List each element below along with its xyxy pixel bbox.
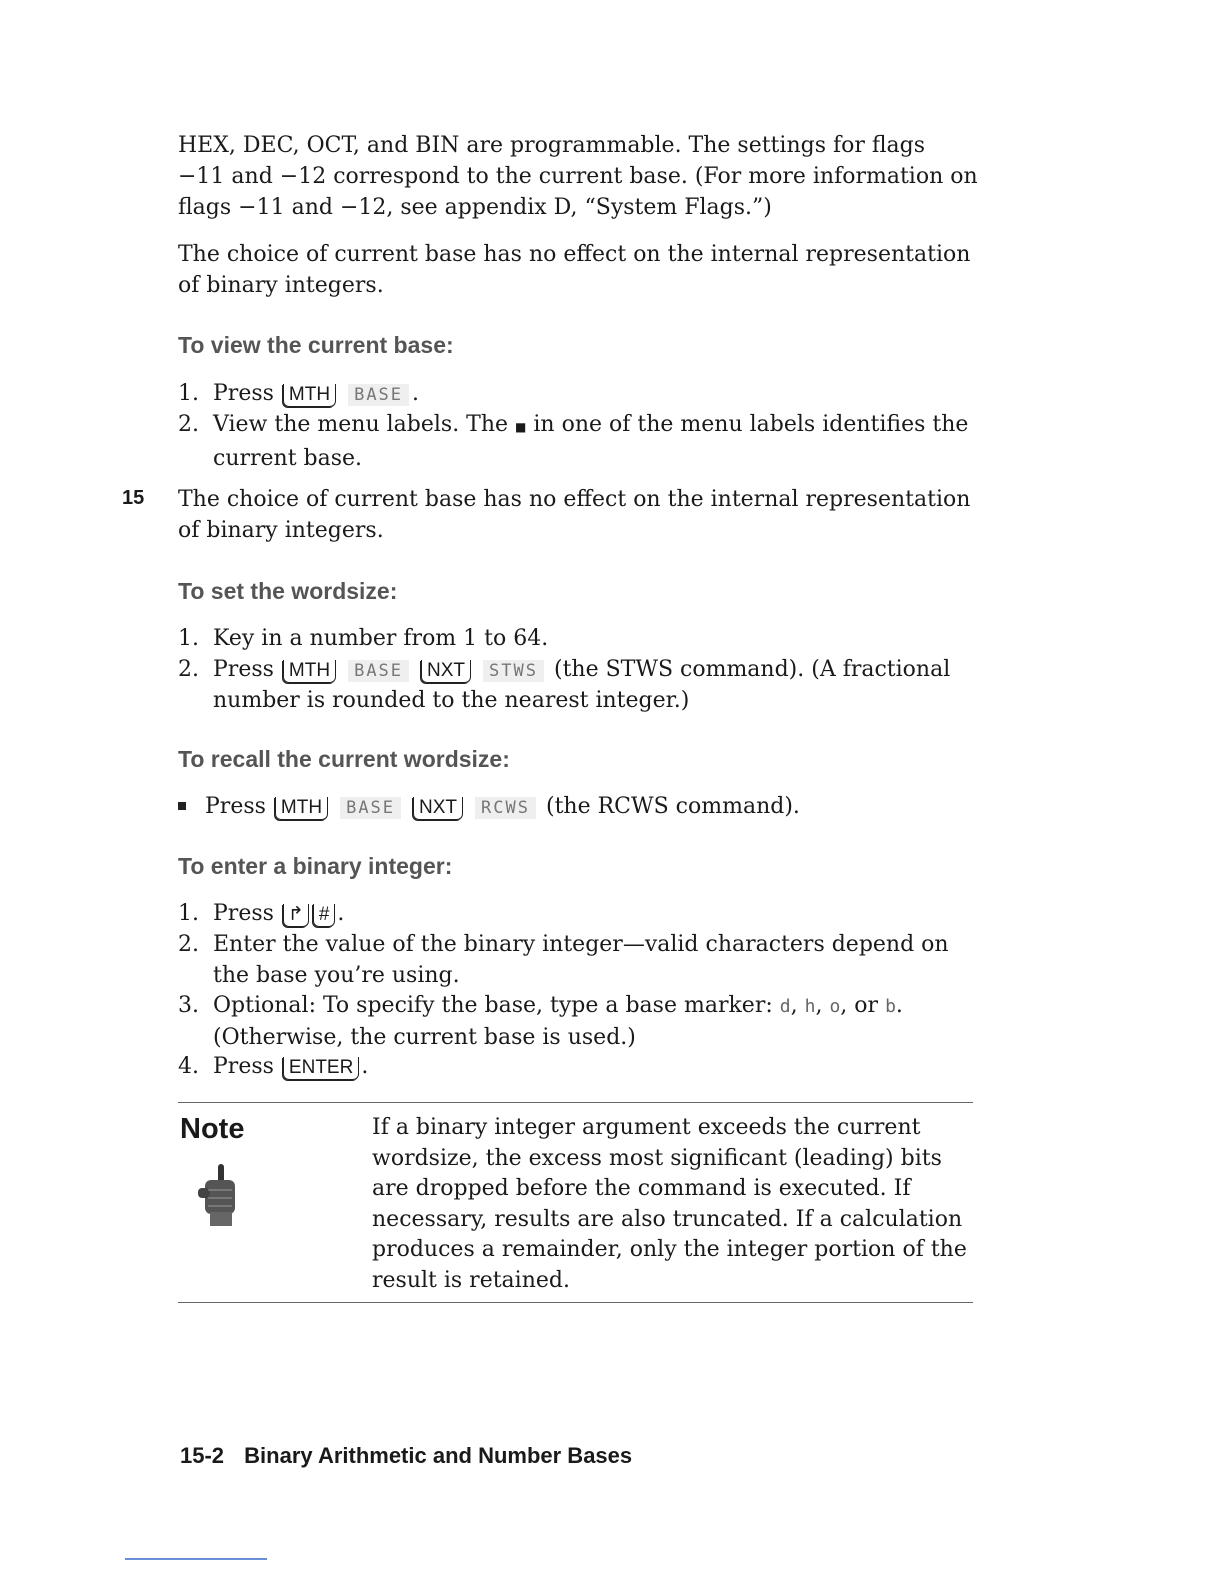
heading-enter-binary: To enter a binary integer: <box>178 853 453 879</box>
mth-key: MTH <box>283 660 336 683</box>
recall-wordsize-item: Press MTH BASE NXT RCWS (the RCWS command). <box>178 791 978 822</box>
chapter-title: Binary Arithmetic and Number Bases <box>244 1443 633 1468</box>
right-shift-key: ↱ <box>283 904 309 927</box>
base-effect-paragraph: The choice of current base has no effect on the internal representation of binary integers. <box>178 487 971 543</box>
note-text: If a binary integer argument exceeds the current wordsize, the excess most significant (leading) bits are dropped before the command is executed. If necessary, results are also truncated. If a calculation produces a remainder, only the integer portion of the result is retained. <box>372 1115 967 1293</box>
nxt-key: NXT <box>413 797 463 820</box>
enter-binary-step-1: 1. Press ↱ # . <box>178 901 345 926</box>
enter-binary-step-3: 3. Optional: To specify the base, type a base marker: d, h, o, or b. (Otherwise, the current base is used.) <box>178 993 903 1050</box>
view-base-step-1: 1. Press MTH BASE . <box>178 381 420 406</box>
nxt-key: NXT <box>421 660 471 683</box>
enter-binary-step-4: 4. Press ENTER . <box>178 1054 369 1079</box>
enter-binary-step-2: 2. Enter the value of the binary integer—valid characters depend on the base you’re using. <box>178 932 949 988</box>
base-menu-label: BASE <box>340 797 401 819</box>
mth-key: MTH <box>283 384 336 407</box>
heading-recall-wordsize: To recall the current wordsize: <box>178 746 510 772</box>
intro-paragraph: HEX, DEC, OCT, and BIN are programmable. The settings for flags −11 and −12 correspond to the current base. (For more information on flags −11 and −12, see appendix D, “System Flags.”) <box>178 133 978 220</box>
set-wordsize-step-1: 1. Key in a number from 1 to 64. <box>178 626 549 651</box>
note-bottom-rule <box>178 1302 973 1303</box>
base-menu-label: BASE <box>348 660 409 682</box>
base-menu-label: BASE <box>348 384 409 406</box>
note-title: Note <box>180 1113 245 1145</box>
stws-menu-label: STWS <box>483 660 544 682</box>
base-marker-d: d <box>779 996 791 1017</box>
base-effect-paragraph: The choice of current base has no effect on the internal representation of binary integers. <box>178 242 971 298</box>
square-marker-icon: ■ <box>515 420 527 434</box>
note-top-rule <box>178 1102 973 1103</box>
hash-key: # <box>313 904 336 927</box>
base-marker-h: h <box>804 996 816 1017</box>
mth-key: MTH <box>275 797 328 820</box>
base-marker-o: o <box>829 996 841 1017</box>
view-base-step-2: 2. View the menu labels. The ■ in one of the menu labels identifies the current base. <box>178 412 969 471</box>
heading-view-base: To view the current base: <box>178 332 454 358</box>
enter-key: ENTER <box>283 1057 359 1080</box>
heading-set-wordsize: To set the wordsize: <box>178 578 398 604</box>
base-marker-b: b <box>885 996 896 1017</box>
chapter-tab: 15 <box>122 487 145 509</box>
set-wordsize-step-2: 2. Press MTH BASE NXT STWS (the STWS command). (A fractional number is rounded to the nearest integer.) <box>178 657 951 713</box>
page-footer <box>180 1443 632 1469</box>
page-number: 15-2 <box>180 1443 225 1468</box>
bullet-icon <box>178 802 186 810</box>
pointing-hand-icon <box>196 1162 236 1232</box>
bottom-accent-line <box>125 1558 267 1560</box>
rcws-menu-label: RCWS <box>475 797 536 819</box>
